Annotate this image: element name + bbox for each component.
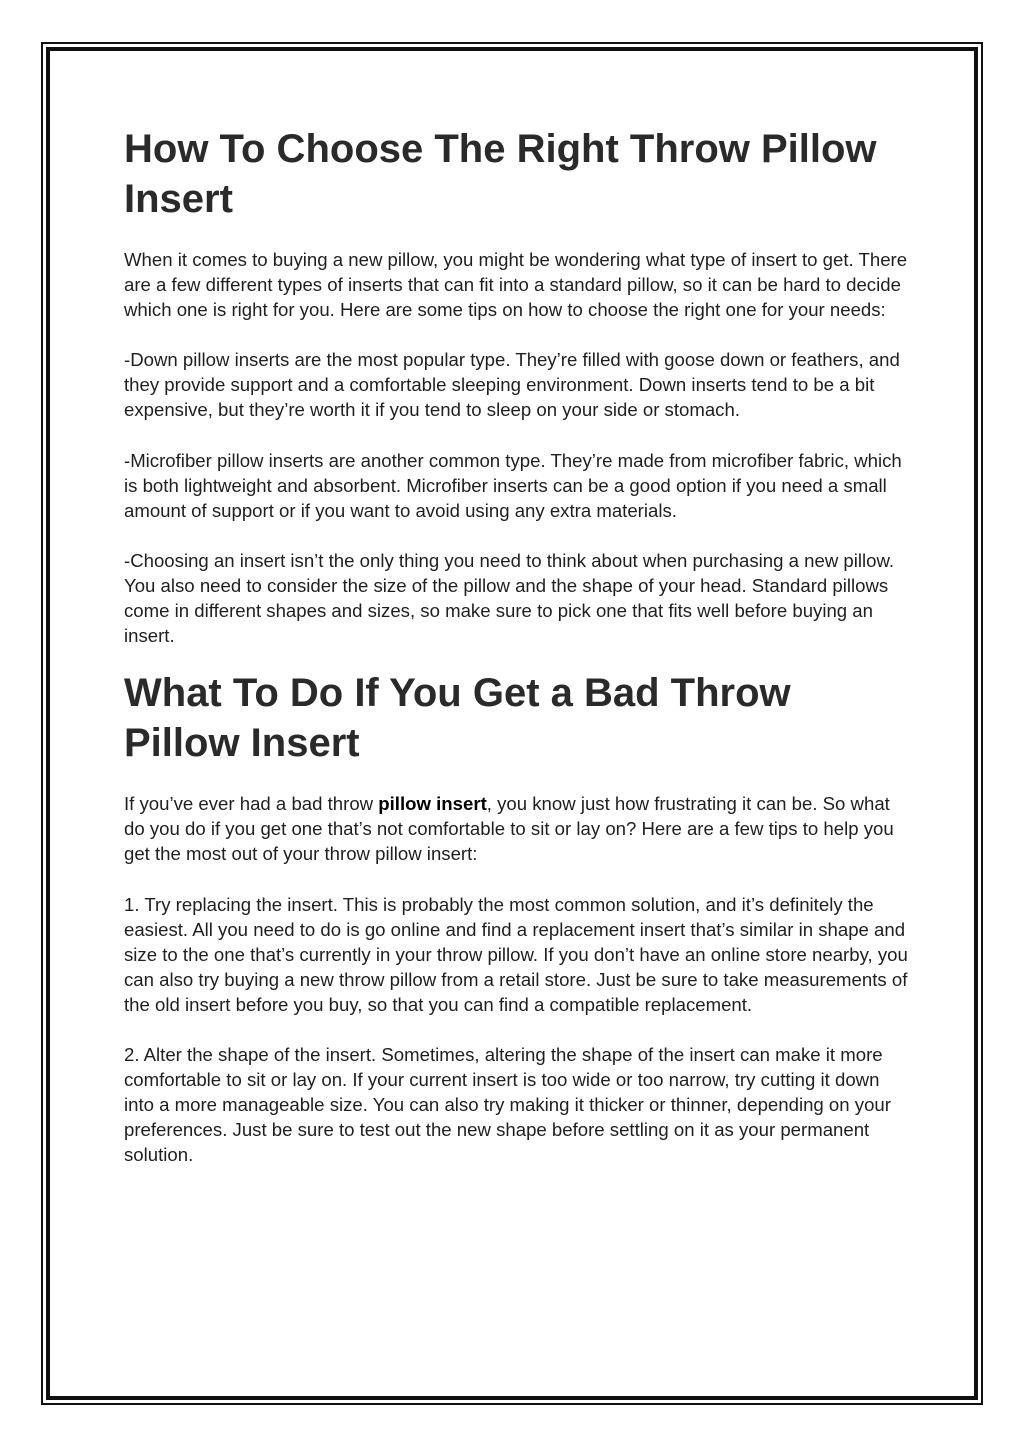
bad-insert-intro-paragraph [124, 791, 914, 866]
intro-paragraph: When it comes to buying a new pillow, you might be wondering what type of insert to get. There are a few different types of inserts that can fit into a standard pillow, so it can be hard to decide which one is right for you. Here are some tips on how to choose the right one for your needs: [124, 249, 908, 321]
microfiber-inserts-paragraph: -Microfiber pillow inserts are another common type. They’re made from microfiber fabric, which is both lightweight and absorbent. Microfiber inserts can be a good option if you need a small amount of support or if you want to avoid using any extra materials. [124, 449, 902, 521]
bad-intro-text-after: , you know just how frustrating it can be. So what do you do if you get one that’s not comfortable to sit or lay on? Here are a few tips to help you get the most out of your throw pillow insert: [124, 793, 894, 865]
heading-choose-insert: How To Choose The Right Throw Pillow Insert [124, 127, 877, 221]
down-inserts-paragraph: -Down pillow inserts are the most popular type. They’re filled with goose down or feathers, and they provide support and a comfortable sleeping environment. Down inserts tend to be a bit expensive, but they’re worth it if you tend to sleep on your side or stomach. [124, 349, 900, 421]
bad-intro-text-before: If you’ve ever had a bad throw [124, 793, 379, 815]
pillow-insert-link[interactable]: pillow insert [378, 793, 487, 815]
step-2-paragraph: 2. Alter the shape of the insert. Sometimes, altering the shape of the insert can make it more comfortable to sit or lay on. If your current insert is too wide or too narrow, try cutting it down into a more manageable size. You can also try making it thicker or thinner, depending on your preferences. Just be sure to test out the new shape before settling on it as your permanent solution. [124, 1043, 891, 1166]
article-body [124, 124, 914, 1167]
heading-bad-insert: What To Do If You Get a Bad Throw Pillow Insert [124, 671, 791, 766]
step-1-paragraph: 1. Try replacing the insert. This is probably the most common solution, and it’s definitely the easiest. All you need to do is go online and find a replacement insert that’s similar in shape and size to the one that’s currently in your throw pillow. If you don’t have an online store nearby, you can also try buying a new throw pillow from a retail store. Just be sure to take measurements of the old insert before you buy, so that you can find a compatible replacement. [124, 893, 908, 1015]
choosing-insert-paragraph: -Choosing an insert isn’t the only thing you need to think about when purchasing a new pillow. You also need to consider the size of the pillow and the shape of your head. Standard pillows come in different shapes and sizes, so make sure to pick one that fits well before buying an insert. [124, 549, 895, 647]
